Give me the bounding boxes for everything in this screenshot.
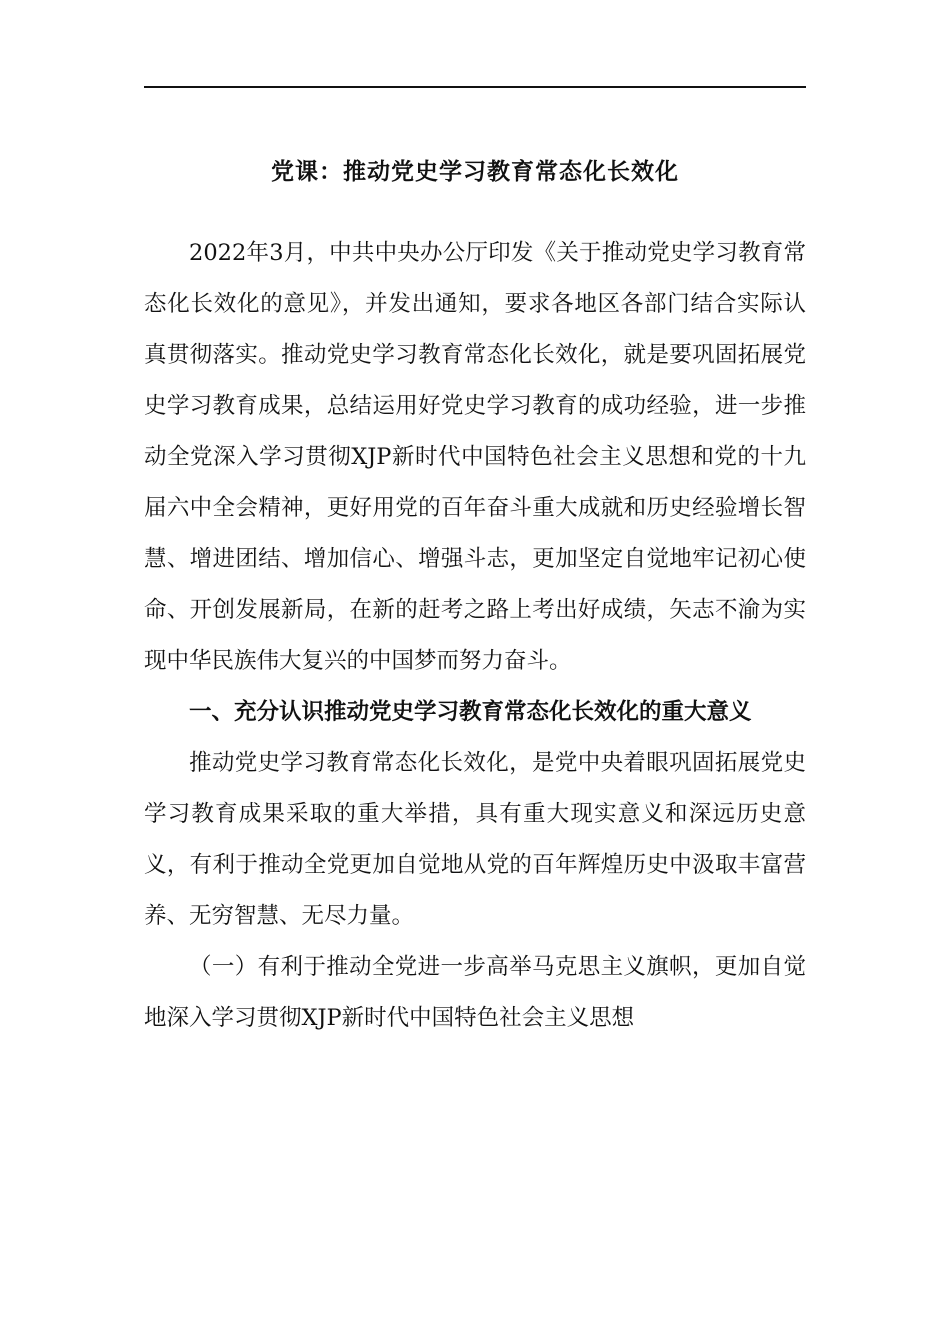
header-rule: [144, 86, 806, 88]
document-title: 党课：推动党史学习教育常态化长效化: [271, 159, 679, 185]
document-body: [144, 228, 806, 1044]
section-heading-1: 一、充分认识推动党史学习教育常态化长效化的重大意义: [189, 699, 752, 725]
paragraph-intro: 2022年3月，中共中央办公厅印发《关于推动党史学习教育常态化长效化的意见》，并发出通知，要求各地区各部门结合实际认真贯彻落实。推动党史学习教育常态化长效化，就是要巩固拓展党史学习教育成果，总结运用好党史学习教育的成功经验，进一步推动全党深入学习贯彻XJP新时代中国特色社会主义思想和党的十九届六中全会精神，更好用党的百年奋斗重大成就和历史经验增长智慧、增进团结、增加信心、增强斗志，更加坚定自觉地牢记初心使命、开创发展新局，在新的赶考之路上考出好成绩，矢志不渝为实现中华民族伟大复兴的中国梦而努力奋斗。: [144, 240, 806, 674]
paragraph-subsection-1: （一）有利于推动全党进一步高举马克思主义旗帜，更加自觉地深入学习贯彻XJP新时代中国特色社会主义思想: [144, 954, 806, 1031]
paragraph-section-1: 推动党史学习教育常态化长效化，是党中央着眼巩固拓展党史学习教育成果采取的重大举措，具有重大现实意义和深远历史意义，有利于推动全党更加自觉地从党的百年辉煌历史中汲取丰富营养、无穷智慧、无尽力量。: [144, 750, 806, 929]
